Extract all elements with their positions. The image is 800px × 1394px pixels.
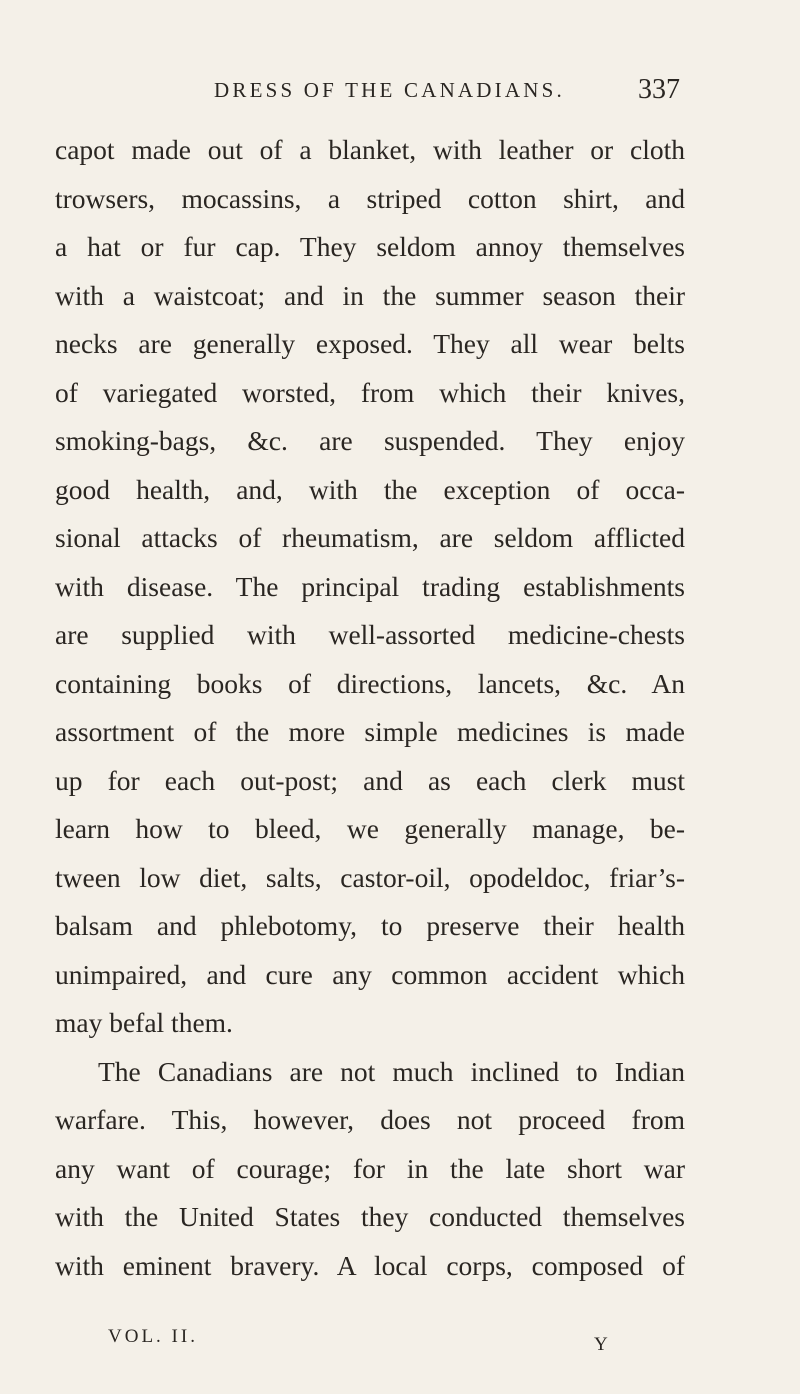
text-line: with the United States they conducted themselves — [55, 1201, 685, 1232]
text-line: sional attacks of rheumatism, are seldom afflicted — [55, 522, 685, 553]
running-title: DRESS OF THE CANADIANS. — [214, 78, 565, 102]
text-line: are supplied with well-assorted medicine-chests — [55, 619, 685, 650]
volume-marker: VOL. II. — [108, 1326, 198, 1347]
text-line: necks are generally exposed. They all wear belts — [55, 328, 685, 359]
text-line: smoking-bags, &c. are suspended. They enjoy — [55, 425, 685, 456]
page-footer — [0, 1326, 800, 1366]
text-line: capot made out of a blanket, with leather or cloth — [55, 134, 685, 165]
text-line: may befal them. — [55, 1007, 233, 1038]
text-line: unimpaired, and cure any common accident which — [55, 958, 685, 990]
paragraph-1 — [55, 126, 685, 1048]
text-line: containing books of directions, lancets, &c. An — [55, 667, 685, 699]
text-line: balsam and phlebotomy, to preserve their health — [55, 910, 685, 941]
text-line: a hat or fur cap. They seldom annoy themselves — [55, 231, 685, 262]
signature-mark: Y — [594, 1334, 608, 1355]
text-line: up for each out-post; and as each clerk must — [55, 764, 685, 796]
paragraph-2 — [55, 1048, 685, 1291]
text-line: warfare. This, however, does not proceed from — [55, 1104, 685, 1135]
text-line: assortment of the more simple medicines is made — [55, 716, 685, 747]
page-number: 337 — [638, 74, 680, 105]
body-text — [55, 126, 685, 1290]
text-line: trowsers, mocassins, a striped cotton shirt, and — [55, 182, 685, 214]
text-line: tween low diet, salts, castor-oil, opodeldoc, friar’s- — [55, 861, 685, 893]
text-line: with disease. The principal trading establishments — [55, 570, 685, 602]
text-line: The Canadians are not much inclined to Indian — [98, 1055, 685, 1087]
text-line: learn how to bleed, we generally manage, be- — [55, 813, 685, 844]
text-line: with a waistcoat; and in the summer season their — [55, 279, 685, 311]
running-head — [0, 74, 800, 114]
text-line: any want of courage; for in the late short war — [55, 1152, 685, 1184]
text-line: good health, and, with the exception of occa- — [55, 473, 685, 505]
text-line: of variegated worsted, from which their knives, — [55, 376, 685, 408]
text-line: with eminent bravery. A local corps, composed of — [55, 1249, 685, 1281]
